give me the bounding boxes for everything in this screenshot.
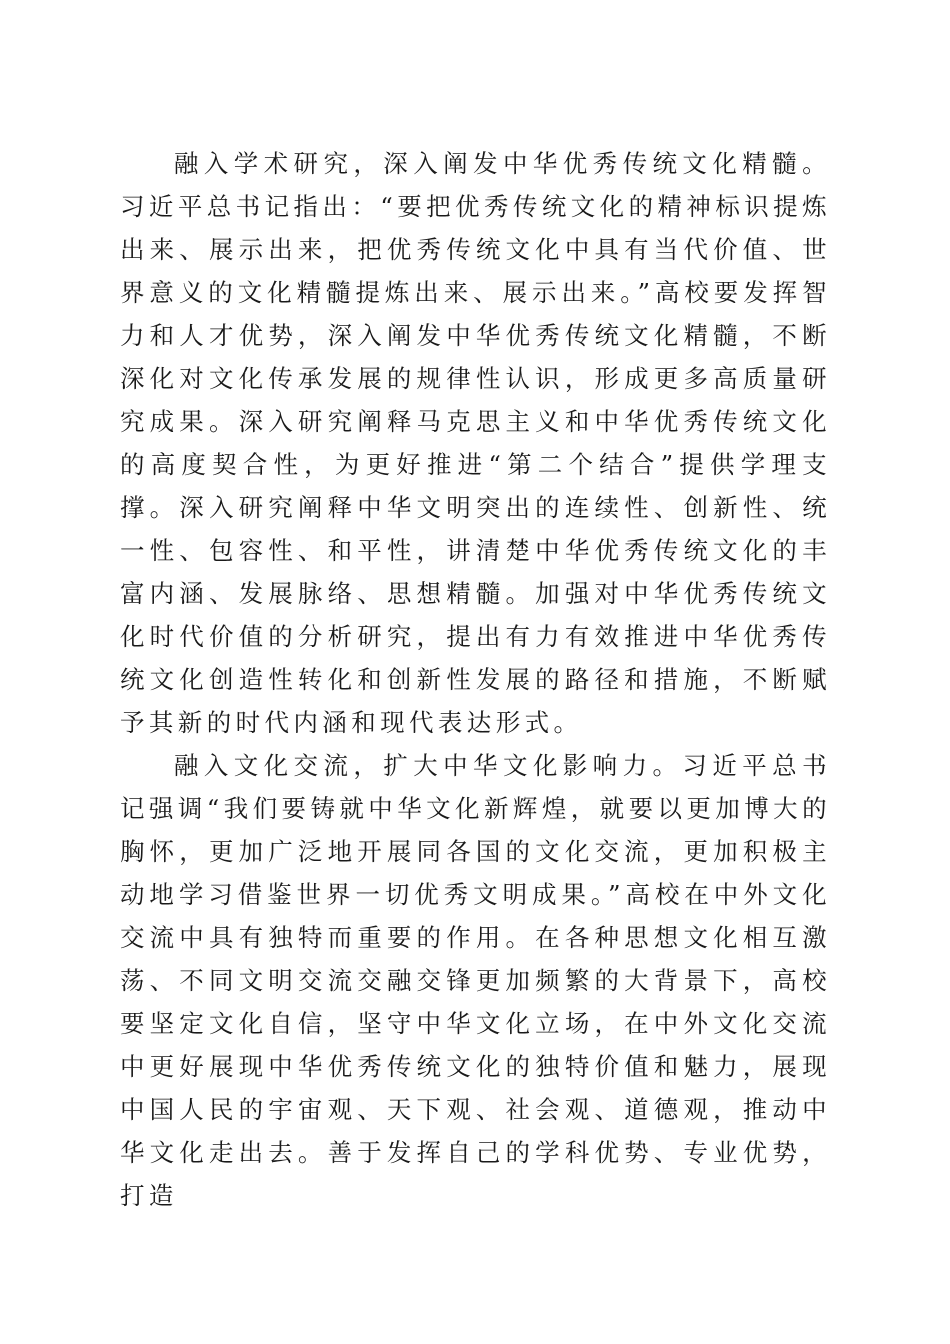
paragraph-cultural-exchange: 融入文化交流，扩大中华文化影响力。习近平总书记强调“我们要铸就中华文化新辉煌，就要以更加博大的胸怀，更加广泛地开展同各国的文化交流，更加积极主动地学习借鉴世界一切优秀文明成果。”高校在中外文化交流中具有独特而重要的作用。在各种思想文化相互激荡、不同文明交流交融交锋更加频繁的大背景下，高校要坚定文化自信，坚守中华文化立场，在中外文化交流中更好展现中华优秀传统文化的独特价值和魅力，展现中国人民的宇宙观、天下观、社会观、道德观，推动中华文化走出去。善于发挥自己的学科优势、专业优势，打造 [120,751,831,1210]
paragraph-academic-research: 融入学术研究，深入阐发中华优秀传统文化精髓。习近平总书记指出：“要把优秀传统文化的精神标识提炼出来、展示出来，把优秀传统文化中具有当代价值、世界意义的文化精髓提炼出来、展示出来。”高校要发挥智力和人才优势，深入阐发中华优秀传统文化精髓，不断深化对文化传承发展的规律性认识，形成更多高质量研究成果。深入研究阐释马克思主义和中华优秀传统文化的高度契合性，为更好推进“第二个结合”提供学理支撑。深入研究阐释中华文明突出的连续性、创新性、统一性、包容性、和平性，讲清楚中华优秀传统文化的丰富内涵、发展脉络、思想精髓。加强对中华优秀传统文化时代价值的分析研究，提出有力有效推进中华优秀传统文化创造性转化和创新性发展的路径和措施，不断赋予其新的时代内涵和现代表达形式。 [120,149,831,737]
document-body [120,142,831,1217]
